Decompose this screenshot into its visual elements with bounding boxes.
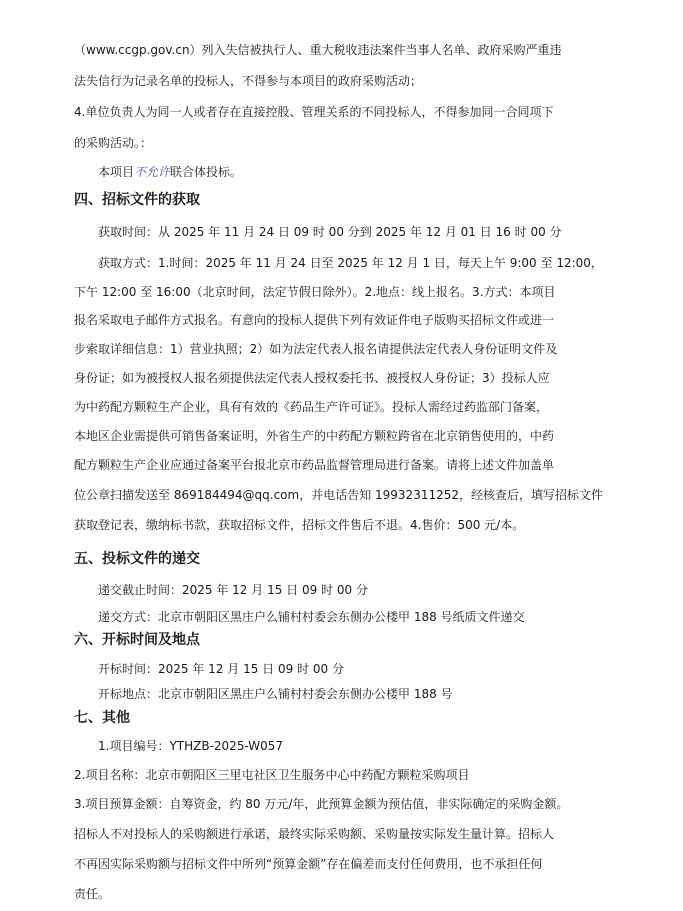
consortium-status: 不允许 [134,165,171,179]
section-heading-opening: 六、开标时间及地点 [74,632,200,648]
acquire-method-line: 本地区企业需提供可销售备案证明，外省生产的中药配方颗粒跨省在北京销售使用的，中药 [74,429,555,443]
section-heading-acquire: 四、招标文件的获取 [74,192,200,208]
acquire-method-line: 为中药配方颗粒生产企业，具有有效的《药品生产许可证》。投标人需经过药监部门备案， [74,400,549,414]
acquire-method-line: 获取登记表，缴纳标书款，获取招标文件，招标文件售后不退。4.售价：500 元/本。 [74,518,525,532]
budget-line: 不再因实际采购额与招标文件中所列“预算金额”存在偏差而支付任何费用，也不承担任何 [74,857,543,871]
opening-place: 开标地点：北京市朝阳区黑庄户么铺村村委会东侧办公楼甲 188 号 [98,687,453,701]
text-line: 法失信行为记录名单的投标人，不得参与本项目的政府采购活动； [74,74,423,88]
text-line: （www.ccgp.gov.cn）列入失信被执行人、重大税收违法案件当事人名单、政府采购严重违 [74,43,562,57]
consortium-line [98,163,658,181]
submit-deadline: 递交截止时间：2025 年 12 月 15 日 09 时 00 分 [98,583,368,597]
project-name: 2.项目名称：北京市朝阳区三里屯社区卫生服务中心中药配方颗粒采购项目 [74,768,470,782]
budget-line: 责任。 [74,887,111,901]
budget-line: 招标人不对投标人的采购额进行承诺，最终实际采购额、采购量按实际发生量计算。招标人 [74,827,555,841]
acquire-method-line: 配方颗粒生产企业应通过备案平台报北京市药品监督管理局进行备案。请将上述文件加盖单 [74,458,555,472]
text-line: 的采购活动。： [74,136,153,150]
project-number: 1.项目编号：YTHZB-2025-W057 [98,739,284,753]
acquire-time: 获取时间：从 2025 年 11 月 24 日 09 时 00 分到 2025 年 12 月 01 日 16 时 00 分 [98,225,562,239]
section-heading-submit: 五、投标文件的递交 [74,551,200,567]
acquire-method-line: 步索取详细信息：1）营业执照；2）如为法定代表人报名请提供法定代表人身份证明文件及 [74,342,558,356]
submit-method: 递交方式：北京市朝阳区黑庄户么铺村村委会东侧办公楼甲 188 号纸质文件递交 [98,610,525,624]
acquire-method-line: 获取方式：1.时间：2025 年 11 月 24 日至 2025 年 12 月 1 日，每天上午 9:00 至 12:00， [98,256,603,270]
acquire-method-line: 身份证；如为被授权人报名须提供法定代表人授权委托书、被授权人身份证；3）投标人应 [74,371,550,385]
consortium-prefix: 本项目 [98,165,135,179]
acquire-method-line: 位公章扫描发送至 869184494@qq.com，并电话告知 19932311252，经核查后，填写招标文件 [74,488,604,502]
opening-time: 开标时间：2025 年 12 月 15 日 09 时 00 分 [98,662,344,676]
budget-line: 3.项目预算金额：自筹资金，约 80 万元/年，此预算金额为预估值，非实际确定的采购金额。 [74,797,569,811]
acquire-method-line: 报名采取电子邮件方式报名。有意向的投标人提供下列有效证件电子版购买招标文件或进一 [74,313,555,327]
acquire-method-line: 下午 12:00 至 16:00（北京时间，法定节假日除外）。2.地点：线上报名。3.方式：本项目 [74,285,556,299]
consortium-suffix: 联合体投标。 [170,165,243,179]
section-heading-other: 七、其他 [74,710,130,726]
text-line: 4.单位负责人为同一人或者存在直接控股、管理关系的不同投标人，不得参加同一合同项下 [74,105,554,119]
